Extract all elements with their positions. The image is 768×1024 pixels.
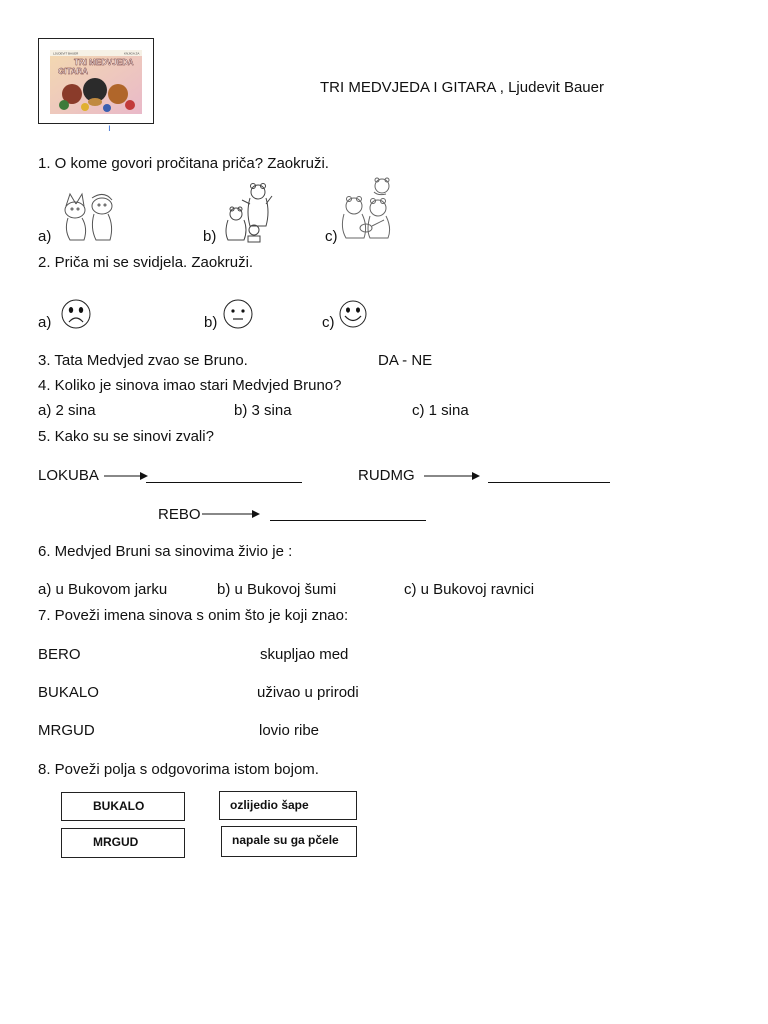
q3-answer-choice: DA - NE (378, 352, 433, 369)
answer-blank-1[interactable] (146, 482, 302, 483)
book-cover-frame (38, 38, 154, 124)
question-3: 3. Tata Medvjed zvao se Bruno. (38, 352, 248, 369)
q6-option-b: b) u Bukovoj šumi (217, 581, 337, 598)
q6-option-a: a) u Bukovom jarku (38, 581, 168, 598)
bears-with-guitar-drawing-icon (338, 176, 396, 246)
book-cover-image (50, 50, 142, 114)
page-title: TRI MEDVJEDA I GITARA , Ljudevit Bauer (320, 79, 604, 96)
question-8: 8. Poveži polja s odgovorima istom bojom. (38, 761, 319, 778)
arrow-icon (424, 471, 480, 481)
q2-option-a-label: a) (38, 314, 52, 331)
cats-drawing-icon (60, 186, 118, 248)
q7-name-bero: BERO (38, 646, 81, 663)
answer-blank-3[interactable] (270, 520, 426, 521)
q4-option-a: a) 2 sina (38, 402, 96, 419)
q1-option-b-label: b) (203, 228, 217, 245)
sad-face-icon (60, 298, 92, 334)
q8-box-mrgud[interactable]: MRGUD (61, 828, 185, 858)
arrow-icon (104, 471, 148, 481)
q7-skill-2: uživao u prirodi (257, 684, 359, 701)
arrow-icon (202, 509, 260, 519)
q8-box-bukalo[interactable]: BUKALO (61, 792, 185, 821)
q4-option-b: b) 3 sina (234, 402, 292, 419)
q8-box-napale-su-ga-pcele[interactable]: napale su ga pčele (221, 826, 357, 857)
svg-text:KNJIGA ZA: KNJIGA ZA (124, 51, 140, 56)
anagram-rudmg: RUDMG (358, 467, 415, 484)
anagram-lokuba: LOKUBA (38, 467, 99, 484)
cover-marker: ı (108, 123, 111, 134)
q4-option-c: c) 1 sina (412, 402, 469, 419)
question-5: 5. Kako su se sinovi zvali? (38, 428, 214, 445)
q7-skill-3: lovio ribe (259, 722, 320, 739)
question-1: 1. O kome govori pročitana priča? Zaokruži. (38, 155, 329, 172)
q2-option-c-label: c) (322, 314, 335, 331)
neutral-face-icon (222, 298, 254, 334)
question-4: 4. Koliko je sinova imao stari Medvjed Bruno? (38, 377, 342, 394)
q7-name-bukalo: BUKALO (38, 684, 99, 701)
happy-face-icon (338, 299, 368, 333)
svg-text:TRI MEDVJEDA: TRI MEDVJEDA (74, 58, 134, 67)
q2-option-b-label: b) (204, 314, 218, 331)
answer-blank-2[interactable] (488, 482, 610, 483)
bears-drawing-icon (220, 182, 276, 248)
anagram-rebo: REBO (158, 506, 201, 523)
q7-skill-1: skupljao med (260, 646, 349, 663)
q1-option-a-label: a) (38, 228, 52, 245)
q6-option-c: c) u Bukovoj ravnici (404, 581, 535, 598)
svg-text:GITARA: GITARA (58, 67, 89, 76)
q7-name-mrgud: MRGUD (38, 722, 95, 739)
q1-option-c-label: c) (325, 228, 338, 245)
svg-text:LJUDEVIT BAUER: LJUDEVIT BAUER (53, 51, 79, 56)
question-2: 2. Priča mi se svidjela. Zaokruži. (38, 254, 254, 271)
question-7: 7. Poveži imena sinova s onim što je koji znao: (38, 607, 349, 624)
question-6: 6. Medvjed Bruni sa sinovima živio je : (38, 543, 293, 560)
q8-box-ozlijedio-sape[interactable]: ozlijedio šape (219, 791, 357, 820)
